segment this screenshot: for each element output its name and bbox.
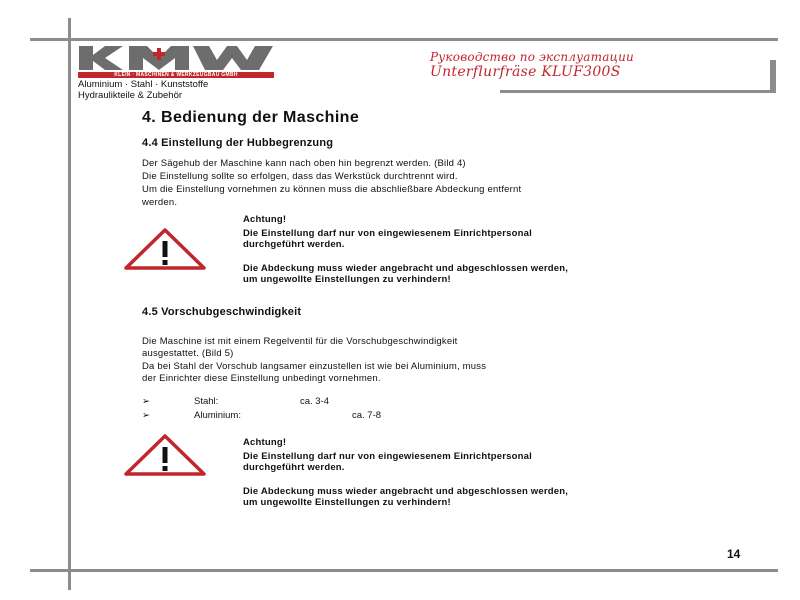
company-line-1: Aluminium · Stahl · Kunststoffe [78, 79, 209, 90]
warning-title: Achtung! [243, 214, 287, 225]
header-title-german: Unterflurfräse KLUF300S [430, 64, 621, 80]
warning-title: Achtung! [243, 437, 287, 448]
bullet-label: Aluminium: [194, 410, 241, 421]
warning-line: Die Abdeckung muss wieder angebracht und abgeschlossen werden, [243, 486, 569, 497]
bullet-value: ca. 3-4 [300, 396, 330, 407]
warning-line: Die Einstellung darf nur von eingewiesenem Einrichtpersonal [243, 451, 532, 462]
bullet-marker: ➢ [142, 410, 150, 421]
subsection-title-hubbegrenzung: 4.4 Einstellung der Hubbegrenzung [142, 137, 334, 149]
left-margin-rule [68, 18, 71, 590]
warning-line: um ungewollte Einstellungen zu verhindern! [243, 274, 451, 285]
paragraph-vorschub [142, 336, 712, 384]
company-logo [77, 44, 277, 100]
paragraph-line: werden. [142, 197, 178, 208]
header-underline [500, 90, 775, 93]
subsection-title-vorschub: 4.5 Vorschubgeschwindigkeit [142, 306, 302, 318]
logo-banner: KLEIN · MASCHINEN & WERKZEUGBAU GMBH [78, 72, 274, 78]
company-line-2: Hydraulikteile & Zubehör [78, 90, 183, 101]
warning-line: Die Abdeckung muss wieder angebracht und abgeschlossen werden, [243, 263, 569, 274]
warning-line: durchgeführt werden. [243, 462, 345, 473]
warning-line: um ungewollte Einstellungen zu verhindern! [243, 497, 451, 508]
paragraph-line: ausgestattet. (Bild 5) [142, 347, 234, 359]
warning-line: Die Einstellung darf nur von eingewiesenem Einrichtpersonal [243, 228, 532, 239]
section-title: 4. Bedienung der Maschine [142, 109, 360, 126]
warning-triangle-icon [122, 227, 208, 271]
bottom-rule [30, 569, 778, 572]
paragraph-line: Die Maschine ist mit einem Regelventil für die Vorschubgeschwindigkeit [142, 336, 458, 347]
warning-triangle-icon [122, 433, 208, 477]
top-rule [30, 38, 778, 41]
header-side-bar [770, 60, 776, 93]
kmw-logo-icon [77, 44, 277, 72]
bullet-marker: ➢ [142, 396, 150, 407]
paragraph-line: der Einrichter diese Einstellung unbedingt vornehmen. [142, 372, 381, 384]
paragraph-line: Um die Einstellung vornehmen zu können muss die abschließbare Abdeckung entfernt [142, 184, 522, 195]
paragraph-line: Da bei Stahl der Vorschub langsamer einzustellen ist wie bei Aluminium, muss [142, 361, 487, 372]
bullet-label: Stahl: [194, 396, 219, 407]
page-number: 14 [727, 547, 741, 561]
header-title-russian: Руководство по эксплуатации [430, 50, 634, 64]
paragraph-hubbegrenzung [142, 157, 712, 209]
paragraph-line: Der Sägehub der Maschine kann nach oben hin begrenzt werden. (Bild 4) [142, 158, 466, 169]
warning-line: durchgeführt werden. [243, 239, 345, 250]
warning-block-1 [243, 214, 743, 285]
warning-block-2 [243, 437, 743, 508]
paragraph-line: Die Einstellung sollte so erfolgen, dass das Werkstück durchtrennt wird. [142, 171, 458, 182]
bullet-value: ca. 7-8 [352, 410, 382, 421]
